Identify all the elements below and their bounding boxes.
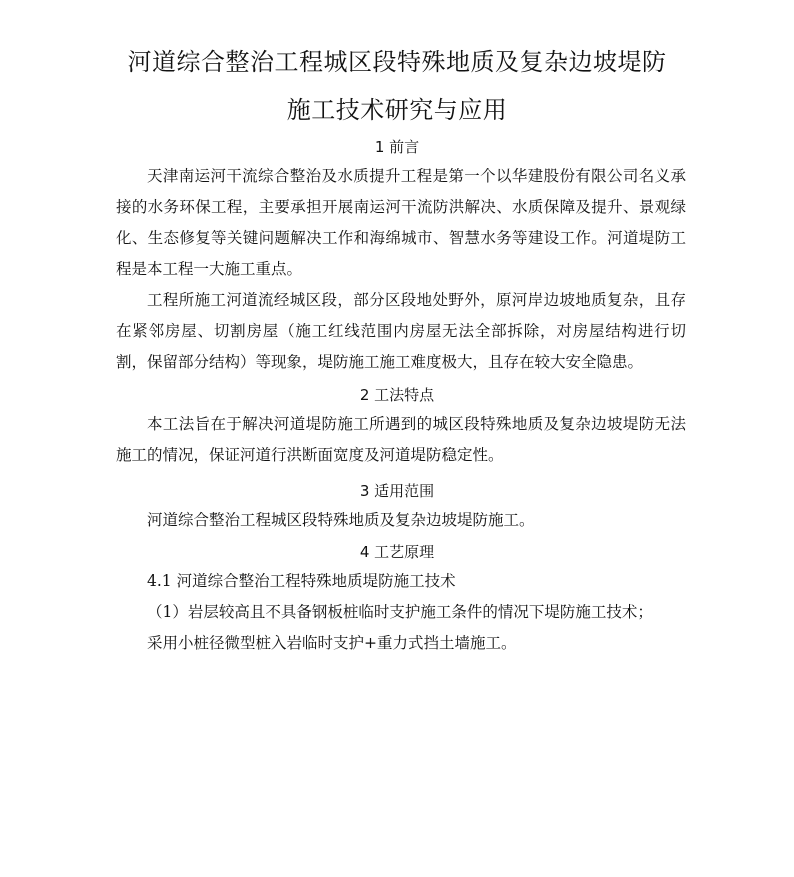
section-4-subheading: 4.1 河道综合整治工程特殊地质堤防施工技术 — [147, 572, 456, 590]
section-heading-1: 1 前言 — [374, 138, 420, 156]
section-heading-3: 3 适用范围 — [359, 482, 435, 500]
section-3-paragraph-1: 河道综合整治工程城区段特殊地质及复杂边坡堤防施工。 — [147, 511, 535, 529]
section-1-paragraph-2: 工程所施工河道流经城区段，部分区段地处野外，原河岸边坡地质复杂，且存在紧邻房屋、切割房屋（施工红线范围内房屋无法全部拆除，对房屋结构进行切割，保留部分结构）等现象，堤防施工施工难度极大，且存在较大安全隐患。 — [116, 291, 686, 371]
section-4-item-1-text: 采用小桩径微型桩入岩临时支护+重力式挡土墙施工。 — [147, 634, 517, 652]
document-title-line-2: 施工技术研究与应用 — [286, 96, 508, 124]
section-heading-2: 2 工法特点 — [359, 386, 435, 404]
section-heading-4: 4 工艺原理 — [359, 543, 435, 561]
section-4-item-1: （1）岩层较高且不具备钢板桩临时支护施工条件的情况下堤防施工技术； — [147, 603, 653, 621]
document-title-line-1: 河道综合整治工程城区段特殊地质及复杂边坡堤防 — [127, 48, 667, 76]
section-2-paragraph-1: 本工法旨在于解决河道堤防施工所遇到的城区段特殊地质及复杂边坡堤防无法施工的情况，保证河道行洪断面宽度及河道堤防稳定性。 — [116, 415, 686, 464]
section-1-paragraph-1: 天津南运河干流综合整治及水质提升工程是第一个以华建股份有限公司名义承接的水务环保工程，主要承担开展南运河干流防洪解决、水质保障及提升、景观绿化、生态修复等关键问题解决工作和海绵城市、智慧水务等建设工作。河道堤防工程是本工程一大施工重点。 — [116, 167, 686, 278]
